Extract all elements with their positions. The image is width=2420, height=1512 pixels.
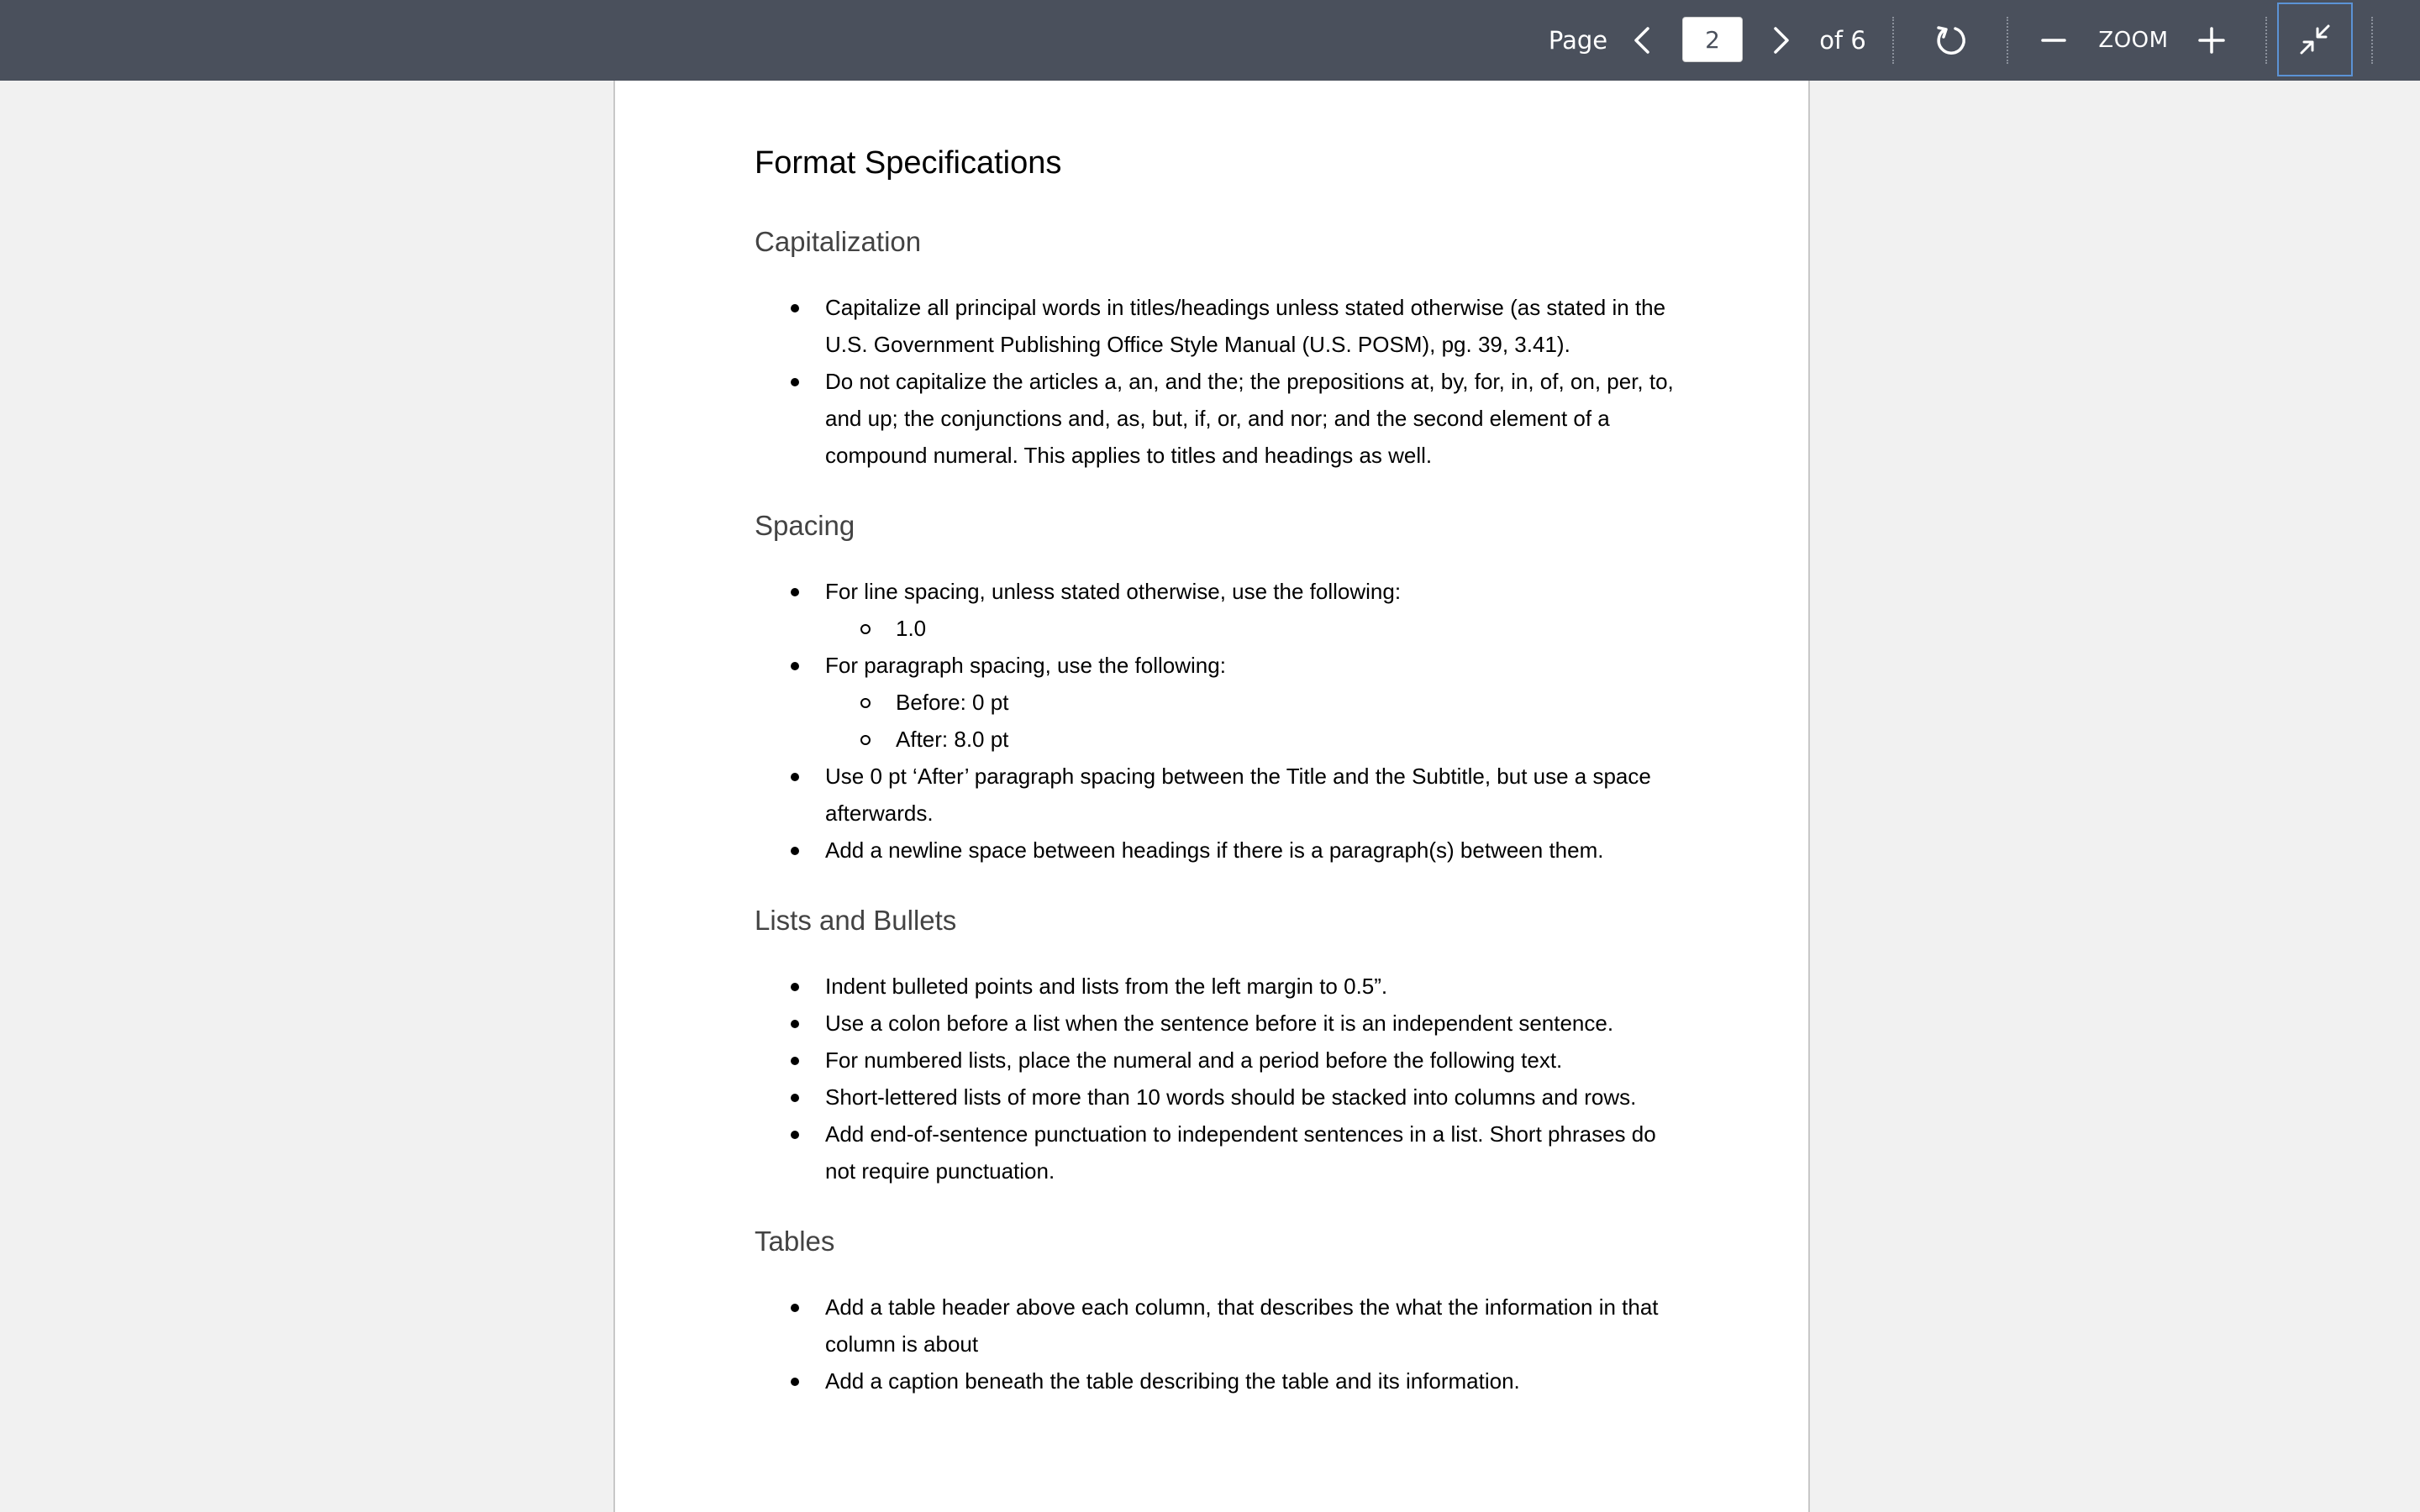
list-item: Indent bulleted points and lists from the left margin to 0.5”.: [755, 968, 1687, 1005]
toolbar-divider: [2007, 17, 2008, 64]
prev-page-button[interactable]: [1623, 0, 1660, 81]
rotate-button[interactable]: [1929, 0, 1973, 81]
list-item: Add a caption beneath the table describing the table and its information.: [755, 1362, 1687, 1399]
list-item: [755, 573, 1687, 647]
list-item: Add a newline space between headings if there is a paragraph(s) between them.: [755, 832, 1687, 869]
section-heading-spacing: Spacing: [755, 510, 855, 541]
lists-and-bullets-list: [755, 968, 1687, 1189]
zoom-out-button[interactable]: [2037, 0, 2070, 81]
tables-list: [755, 1289, 1687, 1399]
list-item-text: For line spacing, unless stated otherwise, use the following:: [825, 579, 1402, 604]
list-item: Add end-of-sentence punctuation to independent sentences in a list. Short phrases do not require punctuation.: [755, 1116, 1687, 1189]
sub-list-item: Before: 0 pt: [825, 684, 1687, 721]
total-pages-label: of 6: [1819, 26, 1866, 55]
sub-list: [825, 610, 1687, 647]
plus-icon: [2198, 27, 2225, 54]
spacing-list: [755, 573, 1687, 869]
toolbar-divider: [2371, 17, 2373, 64]
sub-list: [825, 684, 1687, 758]
list-item: For numbered lists, place the numeral and a period before the following text.: [755, 1042, 1687, 1079]
section-heading-capitalization: Capitalization: [755, 226, 922, 257]
page-content: [755, 144, 1687, 1435]
collapse-icon: [2298, 23, 2332, 56]
document-viewer[interactable]: [0, 81, 2420, 1512]
list-item: Capitalize all principal words in titles/headings unless stated otherwise (as stated in the U.S. Government Publishing Office Style Manual (U.S. POSM), pg. 39, 3.41).: [755, 289, 1687, 363]
chevron-right-icon: [1771, 26, 1791, 55]
capitalization-list: [755, 289, 1687, 474]
chevron-left-icon: [1632, 26, 1652, 55]
minus-icon: [2041, 28, 2066, 53]
zoom-label: ZOOM: [2098, 28, 2169, 53]
section-heading-tables: Tables: [755, 1226, 835, 1257]
page-number-input[interactable]: [1682, 17, 1743, 62]
list-item: Do not capitalize the articles a, an, and the; the prepositions at, by, for, in, of, on, per, to, and up; the conjunctions and, as, but, if, or, and nor; and the second element of a compound numeral. This applies to titles and headings as well.: [755, 363, 1687, 474]
list-item: [755, 647, 1687, 758]
page-label: Page: [1548, 26, 1608, 55]
document-title: Format Specifications: [755, 145, 1062, 181]
list-item-text: For paragraph spacing, use the following:: [825, 653, 1226, 678]
section-heading-lists-and-bullets: Lists and Bullets: [755, 905, 957, 936]
document-page: [613, 81, 1810, 1512]
list-item: Use a colon before a list when the sentence before it is an independent sentence.: [755, 1005, 1687, 1042]
list-item: Short-lettered lists of more than 10 words should be stacked into columns and rows.: [755, 1079, 1687, 1116]
toolbar-divider: [2265, 17, 2267, 64]
sub-list-item: After: 8.0 pt: [825, 721, 1687, 758]
rotate-icon: [1933, 23, 1969, 58]
next-page-button[interactable]: [1763, 0, 1800, 81]
zoom-in-button[interactable]: [2195, 0, 2228, 81]
viewer-toolbar: [0, 0, 2420, 81]
exit-fullscreen-button[interactable]: [2277, 3, 2353, 76]
toolbar-divider: [1892, 17, 1894, 64]
list-item: Add a table header above each column, that describes the what the information in that column is about: [755, 1289, 1687, 1362]
list-item: Use 0 pt ‘After’ paragraph spacing between the Title and the Subtitle, but use a space afterwards.: [755, 758, 1687, 832]
sub-list-item: 1.0: [825, 610, 1687, 647]
